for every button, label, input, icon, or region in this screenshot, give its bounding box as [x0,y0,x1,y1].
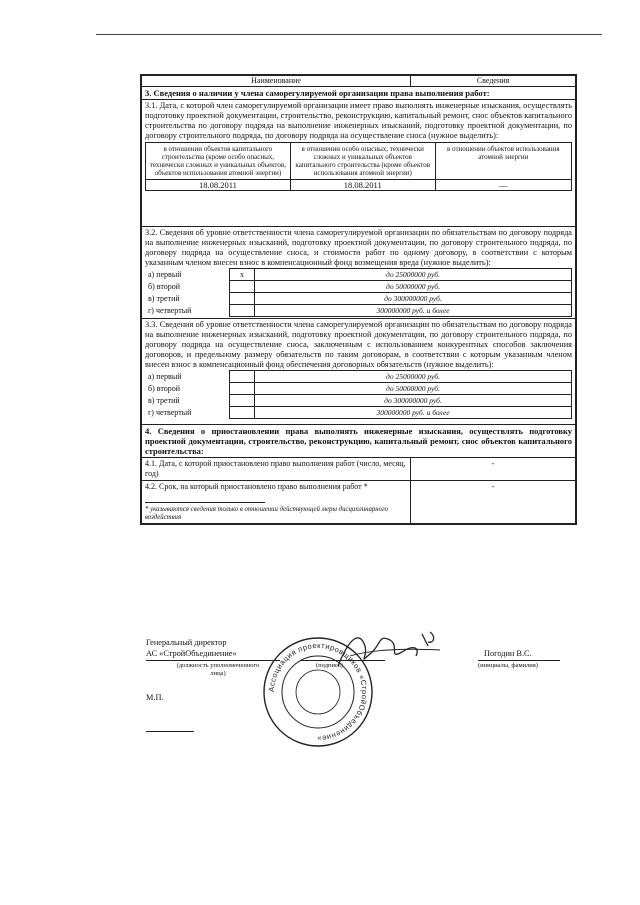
mp-label: М.П. [146,693,164,702]
dates-col2: в отношении особо опасных, технически сложных и уникальных объектов капитального строительства (кроме объектов использования атомной энергии) [290,143,435,180]
name-caption: (инициалы, фамилия) [478,662,538,669]
date-value-2: 18.08.2011 [290,180,435,191]
date-value-1: 18.08.2011 [146,180,291,191]
level-row: г) четвертый 300000000 руб. и более [145,407,572,419]
header-info: Сведения [411,76,576,87]
dates-table [145,142,572,191]
signature-caption: (подпись) [316,662,343,669]
document-table [140,74,577,525]
section3-title: 3. Сведения о наличии у члена саморегулируемой организации права выполнения работ: [142,87,576,100]
footnote: * указываются сведения только в отношении действующей меры дисциплинарного воздействия [145,506,389,521]
section32 [142,227,576,319]
level-row: б) второй до 50000000 руб. [145,383,572,395]
row-4-1-value: - [411,458,576,481]
para-3-3: 3.3. Сведения об уровне ответственности члена саморегулируемой организации по обязательствам по договору подряда на выполнение инженерных изысканий, подготовку проектной документации, по договору строительного подряда, по договору подряда на осуществление сноса, заключенным с использованием конкурентных способов заключения договоров, и предельному размеру обязательств по таким договорам, в соответствии с которым указанным членом внесен взнос в компенсационный фонд обеспечения договорных обязательств (нужное выделить): [145,320,572,369]
dates-col1: в отношении объектов капитального строительства (кроме особо опасных, технически сложных и уникальных объектов, объектов использования атомной энергии) [146,143,291,180]
level-row: а) первый х до 25000000 руб. [145,269,572,281]
dates-col3: в отношении объектов использования атомной энергии [435,143,571,180]
row-4-2-label: 4.2. Срок, на который приостановлено право выполнения работ * [145,482,368,491]
signer-name: Погодин В.С. [484,649,532,658]
level-row: а) первый до 25000000 руб. [145,371,572,383]
level-row: б) второй до 50000000 руб. [145,281,572,293]
handwritten-signature [330,626,450,676]
para-3-1: 3.1. Дата, с которой член саморегулируемой организации имеет право выполнять инженерные изыскания, осуществлять подготовку проектной документации, строительство, реконструкцию, капитальный ремонт, снос объектов капитального строительства по договору подряда на выполнение инженерных изысканий, подготовку проектной документации, по договору строительного подряда, по договору подряда на осуществление сноса (нужное выделить): [145,101,572,140]
top-rule [96,34,602,35]
header-row [142,76,576,87]
svg-text:Ассоциация проектировщиков «Ст: Ассоциация проектировщиков «СтройОбъединение» [266,640,370,744]
level-row: г) четвертый 300000000 руб. и более [145,305,572,317]
levels-3-2 [145,268,572,317]
position-caption: (должность уполномоченного лица) [176,662,260,677]
section31 [142,100,576,227]
header-name: Наименование [142,76,411,87]
position-line2: АС «СтройОбъединение» [146,649,237,658]
levels-3-3 [145,370,572,419]
para-3-2: 3.2. Сведения об уровне ответственности члена саморегулируемой организации по обязательствам по договору подряда на выполнение инженерных изысканий, подготовку проектной документации, по договору строительного подряда, по договору подряда на осуществление сноса, и стоимости работ по одному договору, в соответствии с которым указанным членом внесен взнос в компенсационный фонд возмещения вреда (нужное выделить): [145,228,572,267]
row-4-2-value: - [411,481,576,524]
row-4-2 [142,481,411,524]
position-line1: Генеральный директор [146,638,227,647]
date-value-3: — [435,180,571,191]
section4-title: 4. Сведения о приостановлении права выполнять инженерные изыскания, осуществлять подготовку проектной документации, строительство, реконструкцию, капитальный ремонт, снос объектов капитального строительства: [142,425,576,458]
level-row: в) третий до 300000000 руб. [145,395,572,407]
row-4-1-label: 4.1. Дата, с которой приостановлено право выполнения работ (число, месяц, год) [142,458,411,481]
section33 [142,319,576,425]
level-mark: х [230,269,255,281]
level-row: в) третий до 300000000 руб. [145,293,572,305]
